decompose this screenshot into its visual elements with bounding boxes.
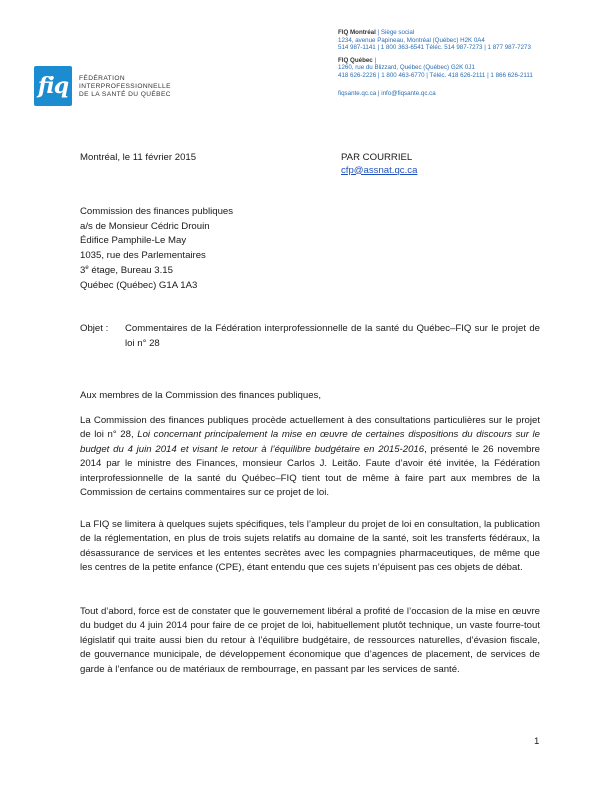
recipient-email-link[interactable]: cfp@assnat.qc.ca — [341, 164, 418, 176]
quebec-address: 1260, rue du Blizzard, Québec (Québec) G2K 0J1 — [338, 64, 475, 72]
address-line-3: Édifice Pamphile-Le May — [80, 235, 187, 247]
montreal-phones: 514 987-1141 | 1 800 363-6541 Téléc. 514 987-7273 | 1 877 987-7273 — [338, 44, 531, 52]
bill-title: Loi concernant principalement la mise en œuvre de certaines dispositions du discours sur le budget du 4 juin 2014 et visant le retour à l’équilibre budgétaire en 2015-2016 — [80, 429, 540, 455]
montreal-office-suffix: | Siège social — [375, 29, 415, 36]
page-number: 1 — [534, 736, 540, 747]
quebec-office — [338, 57, 588, 80]
recipient-address — [80, 205, 233, 293]
address-line-5: 3e étage, Bureau 3.15 — [80, 264, 173, 276]
montreal-address: 1234, avenue Papineau, Montréal (Québec) H2K 0A4 — [338, 36, 485, 44]
website-email-link[interactable]: fiqsante.qc.ca | info@fiqsante.qc.ca — [338, 89, 436, 97]
delivery-label: PAR COURRIEL — [341, 152, 413, 163]
montreal-office — [338, 29, 588, 52]
fiq-logo-mark: fiq — [34, 66, 72, 106]
body-paragraph-1: La Commission des finances publiques procède actuellement à des consultations particulières sur le projet de loi n° 28, Loi concernant principalement la mise en œuvre de certaines dispositions du discours sur le budget du 4 juin 2014 et visant le retour à l’équilibre budgétaire en 2015-2016, présenté le 26 novembre 2014 par le ministre des Finances, monsieur Carlos J. Leitão. Faute d’avoir été invitée, la Fédération interprofessionnelle de la santé du Québec–FIQ tient tout de même à faire part aux membres de la Commission de certains commentaires sur ce projet de loi. — [80, 415, 540, 499]
salutation: Aux membres de la Commission des finances publiques, — [80, 390, 322, 401]
body-paragraph-3: Tout d’abord, force est de constater que le gouvernement libéral a profité de l’occasion de la mise en œuvre du budget du 4 juin 2014 pour faire de ce projet de loi, habituellement plutôt technique, un vaste fourre-tout législatif qui traite aussi bien du retour à l’équilibre budgétaire, de ressources naturelles, d’évasion fiscale, de gouvernance municipale, de développement économique que d’agences de placement, de services de garde à l’enfance ou de matériaux de rembourrage, en passant par les services de santé. — [80, 606, 540, 675]
subject-label: Objet : — [80, 323, 109, 334]
address-line-2: a/s de Monsieur Cédric Drouin — [80, 220, 210, 232]
quebec-office-suffix: | — [372, 56, 377, 64]
logo-line-2: INTERPROFESSIONNELLE — [79, 83, 171, 90]
subject-text: Commentaires de la Fédération interprofessionnelle de la santé du Québec–FIQ sur le projet de loi n° 28 — [125, 323, 540, 349]
delivery-method — [341, 152, 417, 177]
subject-line — [80, 322, 540, 351]
fiq-logo — [34, 66, 189, 106]
fiq-logo-text — [79, 75, 189, 99]
logo-line-1: FÉDÉRATION — [79, 75, 126, 82]
letter-date: Montréal, le 11 février 2015 — [80, 152, 197, 163]
address-line-4: 1035, rue des Parlementaires — [80, 250, 206, 262]
address-line-6: Québec (Québec) G1A 1A3 — [80, 279, 198, 291]
quebec-phones: 418 626-2226 | 1 800 463-6770 | Téléc. 418 626-2111 | 1 866 626-2111 — [338, 71, 533, 79]
quebec-office-name: FIQ Québec — [338, 56, 373, 64]
letterhead-contacts — [338, 29, 588, 97]
logo-line-3: DE LA SANTÉ DU QUÉBEC — [79, 91, 171, 98]
montreal-office-name: FIQ Montréal — [338, 29, 376, 36]
body-paragraph-2: La FIQ se limitera à quelques sujets spécifiques, tels l’ampleur du projet de loi en consultation, la publication de la réglementation, en plus de trois sujets relatifs au domaine de la santé, soit les transferts fédéraux, la désassurance de services et les ententes secrètes avec les compagnies pharmaceutiques, de même que les centres de la petite enfance (CPE), étant entendu que ces sujets n’épuisent pas ces objets de débat. — [80, 519, 540, 574]
address-line-1: Commission des finances publiques — [80, 206, 234, 217]
